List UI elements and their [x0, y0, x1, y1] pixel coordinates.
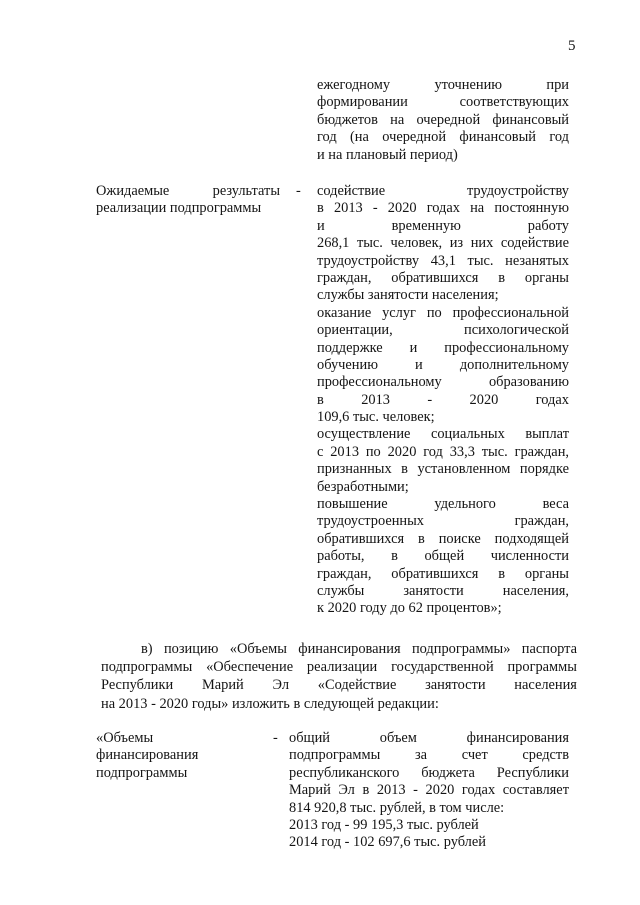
label-line: Ожидаемые результаты — [96, 183, 280, 199]
text-line: с 2013 по 2020 год 33,3 тыс. граждан, — [317, 443, 569, 460]
label-line: финансирования — [96, 747, 199, 764]
text-line: осуществление социальных выплат — [317, 426, 569, 443]
text-line: граждан, обратившихся в органы — [317, 565, 569, 582]
text-line: 268,1 тыс. человек, из них содействие — [317, 235, 569, 252]
dash: - — [273, 730, 278, 746]
expected-results-text — [317, 183, 569, 618]
text-line: и на плановый период) — [317, 146, 458, 163]
text-line: граждан, обратившихся в органы — [317, 269, 569, 286]
text-line: общий объем финансирования — [289, 730, 569, 746]
label-line: реализации подпрограммы — [96, 200, 262, 217]
financing-label — [96, 730, 266, 782]
page-number: 5 — [568, 38, 576, 54]
text-line: Республики Марий Эл «Содействие занятости населения — [101, 677, 577, 694]
text-line: повышение удельного веса — [317, 496, 569, 513]
text-line: республиканского бюджета Республики — [289, 764, 569, 781]
text-line: подпрограммы «Обеспечение реализации государственной программы — [101, 659, 577, 676]
continuation-text — [317, 77, 569, 164]
label-line: подпрограммы — [96, 764, 188, 781]
text-line: службы занятости населения; — [317, 287, 499, 304]
label-line: «Объемы — [96, 730, 154, 746]
text-line: в 2013 - 2020 годах на постоянную — [317, 200, 569, 217]
text-line: обратившихся в поиске подходящей — [317, 530, 569, 547]
text-line: трудоустройству 43,1 тыс. незанятых — [317, 252, 569, 269]
amendment-paragraph — [101, 640, 577, 713]
text-line: содействие трудоустройству — [317, 183, 569, 199]
text-line: профессиональному образованию — [317, 374, 569, 391]
text-line: обучению и дополнительному — [317, 356, 569, 373]
text-line: оказание услуг по профессиональной — [317, 304, 569, 321]
text-line: формировании соответствующих — [317, 94, 569, 111]
text-line: год (на очередной финансовый год — [317, 129, 569, 146]
text-line: поддержке и профессиональному — [317, 339, 569, 356]
text-line: 109,6 тыс. человек; — [317, 409, 435, 426]
text-line: подпрограммы за счет средств — [289, 747, 569, 764]
financing-text — [289, 730, 569, 852]
text-line: 814 920,8 тыс. рублей, в том числе: — [289, 799, 505, 816]
text-line: ориентации, психологической — [317, 322, 569, 339]
text-line: к 2020 году до 62 процентов»; — [317, 600, 502, 617]
expected-results-dash — [296, 183, 301, 200]
text-line: 2013 год - 99 195,3 тыс. рублей — [289, 816, 479, 833]
text-line: 2014 год - 102 697,6 тыс. рублей — [289, 834, 486, 851]
text-line: и временную работу — [317, 217, 569, 234]
text-line: признанных в установленном порядке — [317, 461, 569, 478]
text-line: на 2013 - 2020 годы» изложить в следующей редакции: — [101, 695, 439, 712]
text-line: в) позицию «Объемы финансирования подпрограммы» паспорта — [141, 641, 577, 657]
text-line: службы занятости населения, — [317, 582, 569, 599]
text-line: в 2013 - 2020 годах — [317, 391, 569, 408]
text-line: ежегодному уточнению при — [317, 77, 569, 93]
text-line: Марий Эл в 2013 - 2020 годах составляет — [289, 782, 569, 799]
expected-results-label — [96, 183, 280, 218]
financing-dash — [273, 730, 278, 747]
text-line: работы, в общей численности — [317, 548, 569, 565]
text-line: бюджетов на очередной финансовый — [317, 111, 569, 128]
dash: - — [296, 183, 301, 199]
text-line: безработными; — [317, 478, 409, 495]
text-line: трудоустроенных граждан, — [317, 513, 569, 530]
